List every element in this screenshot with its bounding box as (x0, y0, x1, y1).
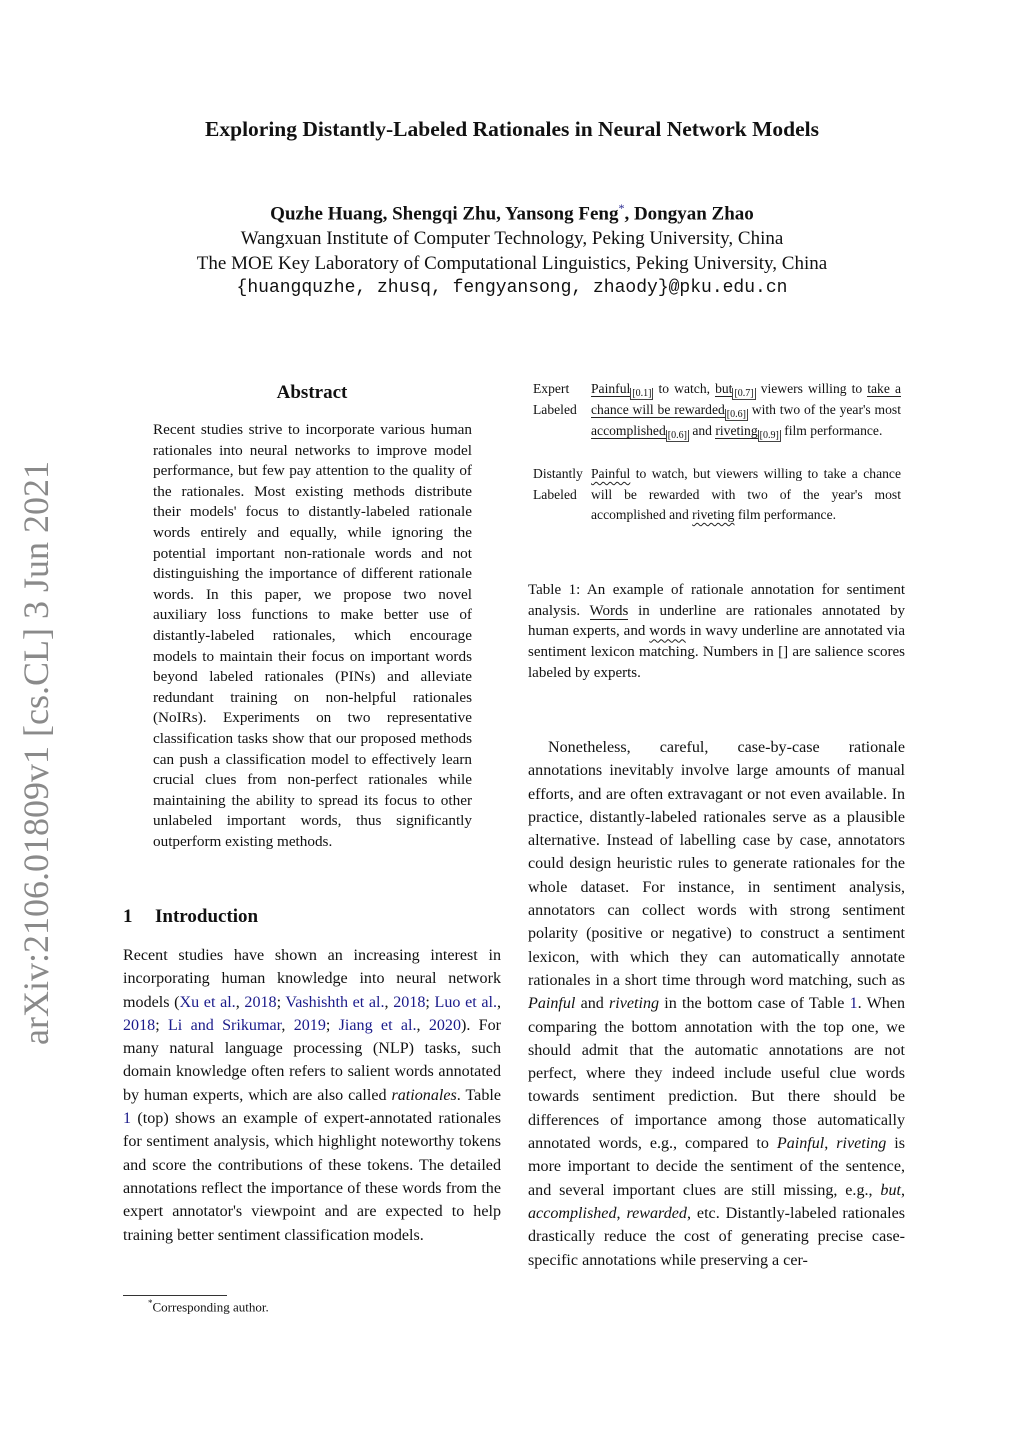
citation-link[interactable]: 2019 (293, 1016, 326, 1034)
author-block (0, 196, 1024, 301)
body-paragraph-right: Nonetheless, careful, case-by-case rationale annotations inevitably involve large amounts of manual efforts, and are often extravagant or not even available. In practice, distantly-labeled rationales serve as a plausible alternative. Instead of labelling case by case, annotators could design heuristic rules to generate rationales for the whole dataset. For instance, in sentiment analysis, annotators can collect words with strong sentiment polarity (positive or negative) to construct a sentiment lexicon, with which they can automatically annotate rationales in a short time through word matching, such as Painful and riveting in the bottom case of Table 1. When comparing the bottom annotation with the top one, we should admit that the automatic annotations are not perfect, where they indeed include useful clue words towards sentiment prediction. But there should be differences of importance among those automatically annotated words, e.g., compared to Painful, riveting is more important to decide the sentiment of the sentence, and several important clues are still missing, e.g., but, accomplished, rewarded, etc. Distantly-labeled rationales drastically reduce the cost of generating precise case-specific annotations while preserving a cer- (528, 739, 906, 1269)
expert-annotated-sentence: Painful [0.1] to watch, but [0.7] viewers willing to take a chance will be rewarded [0.6] with two of the year's most accomplished [0.6] and riveting [0.9] film performance. (591, 381, 901, 441)
citation-link[interactable]: 2018 (123, 1016, 156, 1034)
citation-link[interactable]: 2018 (393, 993, 426, 1011)
author-emails: {huangquzhe, zhusq, fengyansong, zhaody}@pku.edu.cn (236, 278, 788, 299)
author-names: Quzhe Huang, Shengqi Zhu, Yansong Feng*, Dongyan Zhao (270, 201, 754, 225)
citation-link[interactable]: Vashishth et al. (285, 993, 385, 1011)
arxiv-id: arXiv:2106.01809v1 [cs.CL] 3 Jun 2021 (16, 461, 56, 1045)
arxiv-stamp (12, 458, 60, 1048)
row-label: Distantly Labeled (533, 466, 583, 502)
citation-link[interactable]: Xu et al. (179, 993, 236, 1011)
citation-link[interactable]: 2020 (428, 1016, 461, 1034)
corresponding-marker: * (618, 201, 625, 215)
table-1-caption: Table 1: An example of rationale annotation for sentiment analysis. Words in underline are rationales annotated by human experts, and words in wavy underline are annotated via sentiment lexicon matching. Numbers in [] are salience scores labeled by experts. (528, 582, 905, 681)
paper-title: Exploring Distantly-Labeled Rationales in Neural Network Models (205, 117, 819, 141)
table-ref-link[interactable]: 1 (849, 995, 858, 1013)
affiliation-2: The MOE Key Laboratory of Computational Linguistics, Peking University, China (196, 253, 828, 275)
citation-link[interactable]: Jiang et al. (338, 1016, 417, 1034)
abstract-text: Recent studies strive to incorporate various human rationales into neural networks to improve model performance, but few pay attention to the quality of the rationales. Most existing methods distribute their models' focus to distantly-labeled rationale words entirely and equally, while ignoring the potential important non-rationale words and not distinguishing the importance of different rationale words. In this paper, we propose two novel auxiliary loss functions to make better use of distantly-labeled rationales, which encourage models to maintain their focus on important words beyond labeled rationales (PINs) and alleviate redundant training on non-helpful rationales (NoIRs). Experiments on two representative classification tasks show that our proposed methods can push a classification model to effectively learn crucial clues from non-perfect rationales while maintaining the ability to spread its focus to other unlabeled important words, thus significantly outperform existing methods. (153, 421, 472, 850)
footnote-rule (123, 1295, 227, 1296)
row-label: Expert Labeled (533, 381, 577, 417)
footnote: *Corresponding author. (148, 1298, 269, 1315)
citation-link[interactable]: Li and Srikumar (167, 1016, 282, 1034)
table-row-expert (533, 379, 901, 442)
introduction-paragraph: Recent studies have shown an increasing interest in incorporating human knowledge into neural network models (Xu et al., 2018; Vashishth et al., 2018; Luo et al., 2018; Li and Srikumar, 2019; Jiang et al., 2020). For many natural language processing (NLP) tasks, such domain knowledge often refers to salient words annotated by human experts, which are also called rationales. Table 1 (top) shows an example of expert-annotated rationales for sentiment analysis, which highlight noteworthy tokens and score the contributions of these tokens. The detailed annotations reflect the importance of these words from the expert annotator's viewpoint and are expected to help training better sentiment classification models. (123, 947, 502, 1244)
citation-link[interactable]: 2018 (244, 993, 277, 1011)
citation-link[interactable]: Luo et al. (434, 993, 497, 1011)
distant-annotated-sentence: Painful to watch, but viewers willing to take a chance will be rewarded with two of the year's most accomplished and riveting film performance. (591, 466, 901, 522)
table-ref-link[interactable]: 1 (123, 1110, 132, 1128)
affiliation-1: Wangxuan Institute of Computer Technology, Peking University, China (240, 228, 784, 250)
abstract-heading: Abstract (276, 382, 348, 403)
table-1-example (533, 379, 901, 526)
section-heading-introduction: 1 Introduction (123, 906, 259, 927)
table-row-distant (533, 464, 901, 526)
